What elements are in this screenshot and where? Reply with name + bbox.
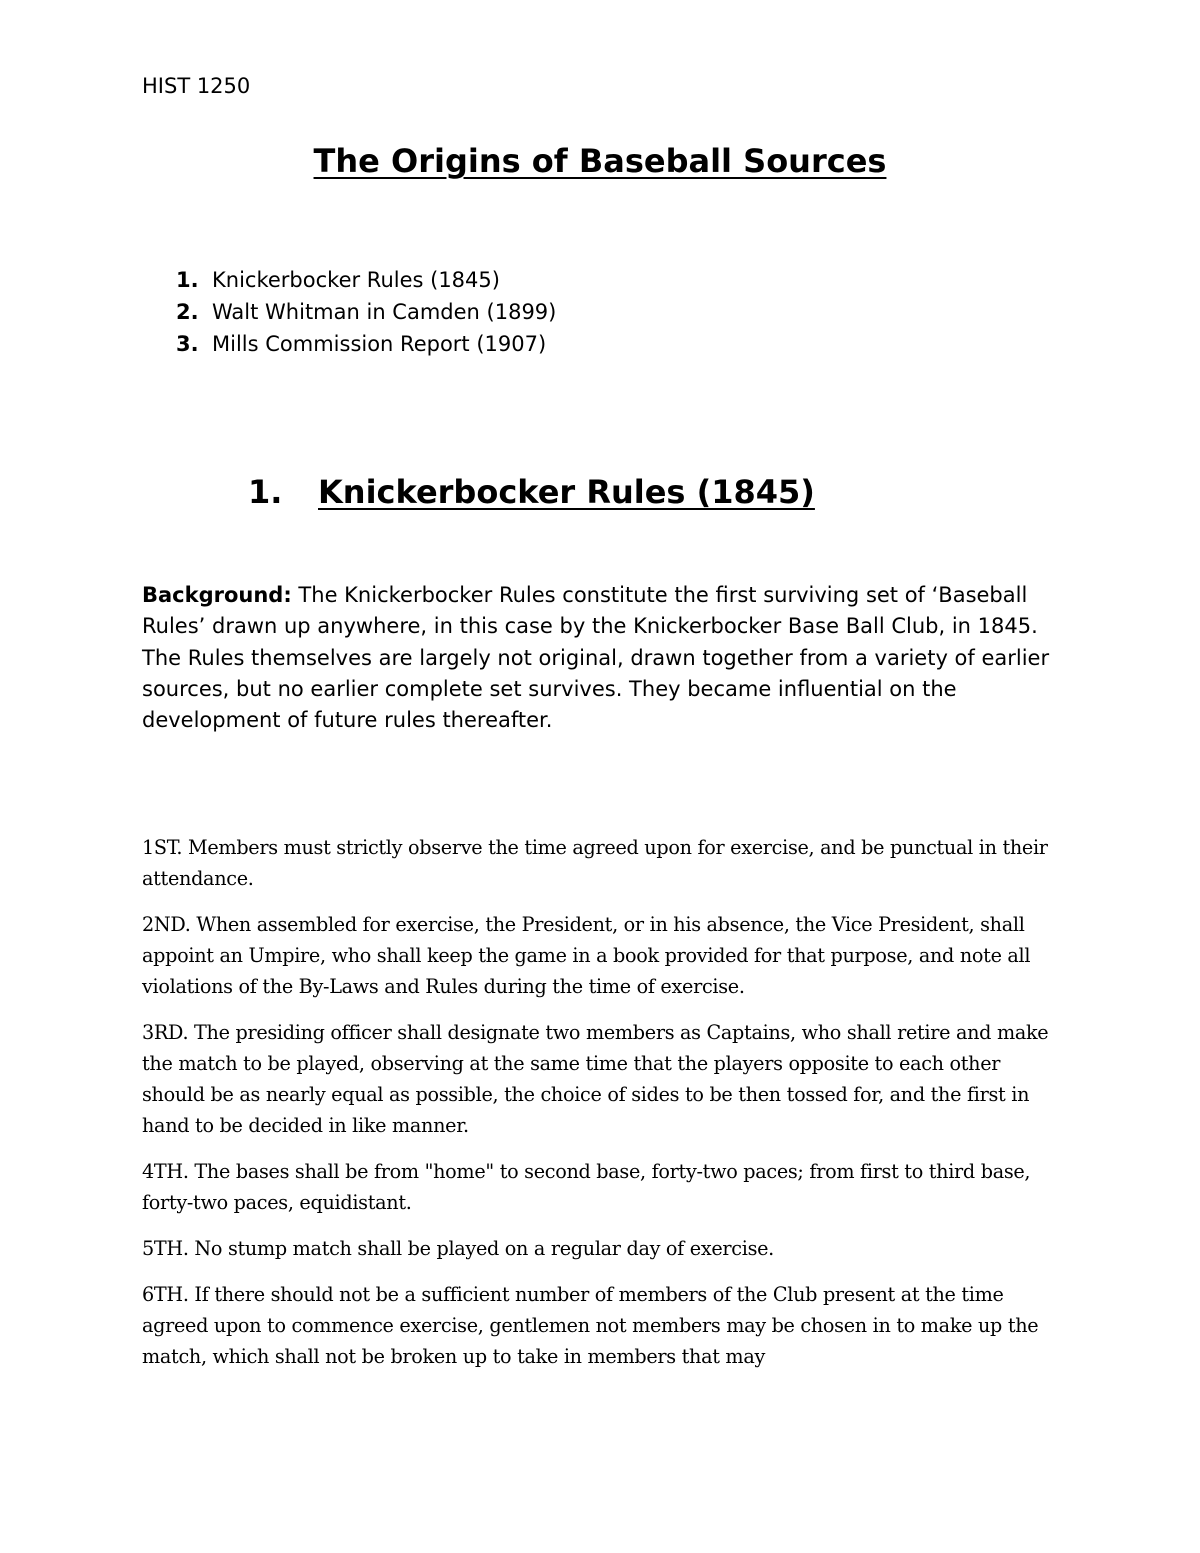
list-item-label: Mills Commission Report (1907) — [212, 332, 547, 356]
list-number: 2. — [176, 300, 199, 324]
rule-paragraph: 1ST. Members must strictly observe the time agreed upon for exercise, and be punctual in their attendance. — [142, 836, 1048, 890]
sources-list — [176, 264, 556, 360]
list-number: 3. — [176, 332, 199, 356]
document-title: The Origins of Baseball Sources — [313, 142, 887, 180]
rule-paragraph: 4TH. The bases shall be from "home" to second base, forty-two paces; from first to third base, forty-two paces, equidistant. — [142, 1160, 1031, 1214]
section-title: Knickerbocker Rules (1845) — [318, 473, 815, 511]
background-text: The Knickerbocker Rules constitute the first surviving set of ‘Baseball Rules’ drawn up anywhere, in this case by the Knickerbocker Base Ball Club, in 1845. The Rules themselves are largely not original, drawn together from a variety of earlier sources, but no earlier complete set survives. They became influential on the development of future rules thereafter. — [142, 583, 1050, 733]
section-number: 1. — [248, 473, 283, 511]
rules-list — [142, 832, 1067, 1387]
list-item-label: Walt Whitman in Camden (1899) — [212, 300, 557, 324]
rule-paragraph: 2ND. When assembled for exercise, the President, or in his absence, the Vice President, shall appoint an Umpire, who shall keep the game in a book provided for that purpose, and note all violations of the By-Laws and Rules during the time of exercise. — [142, 913, 1031, 998]
sources-list-item — [176, 328, 556, 360]
rule-paragraph: 5TH. No stump match shall be played on a regular day of exercise. — [142, 1237, 774, 1260]
rule-paragraph: 6TH. If there should not be a sufficient number of members of the Club present at the time agreed upon to commence exercise, gentlemen not members may be chosen in to make up the match, which shall not be broken up to take in members that may — [142, 1283, 1039, 1368]
sources-list-item — [176, 264, 556, 296]
sources-list-item — [176, 296, 556, 328]
rule-paragraph: 3RD. The presiding officer shall designate two members as Captains, who shall retire and make the match to be played, observing at the same time that the players opposite to each other should be as nearly equal as possible, the choice of sides to be then tossed for, and the first in hand to be decided in like manner. — [142, 1021, 1049, 1137]
section-heading — [248, 468, 815, 516]
background-paragraph — [142, 580, 1052, 736]
course-code: HIST 1250 — [142, 74, 251, 98]
list-item-label: Knickerbocker Rules (1845) — [212, 268, 500, 292]
background-label: Background: — [142, 583, 292, 607]
list-number: 1. — [176, 268, 199, 292]
